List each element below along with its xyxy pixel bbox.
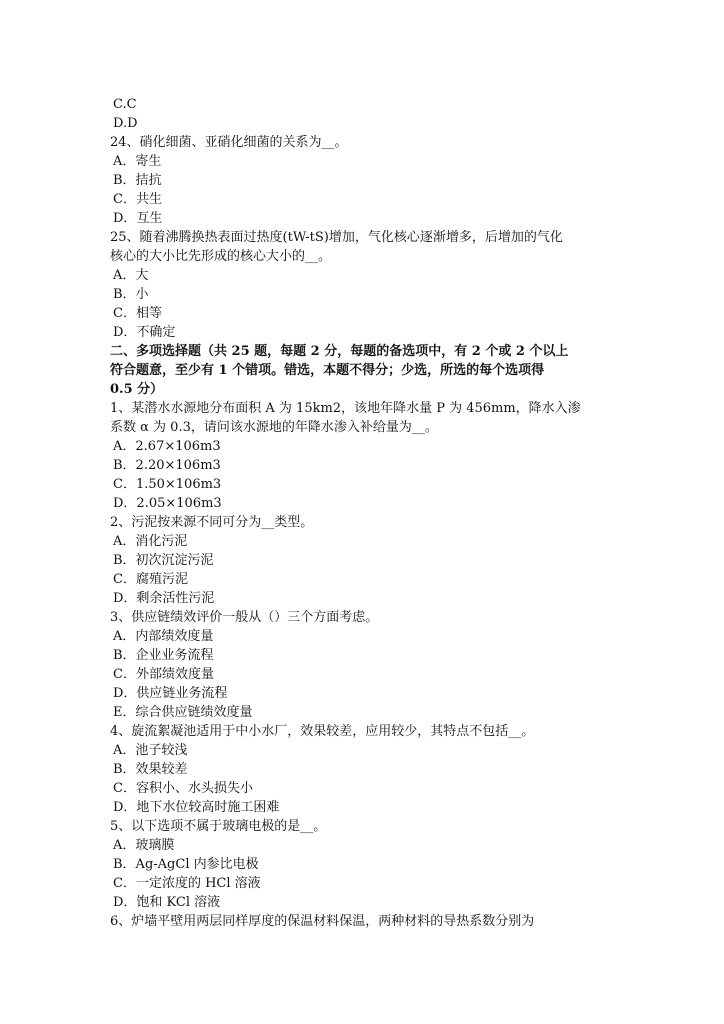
question-line: 3、供应链绩效评价一般从（）三个方面考虑。 bbox=[110, 610, 379, 625]
question-line: 5、以下选项不属于玻璃电极的是__。 bbox=[110, 819, 327, 834]
question-line: 2、污泥按来源不同可分为__类型。 bbox=[110, 515, 314, 530]
option-line: C．一定浓度的 HCl 溶液 bbox=[113, 876, 261, 891]
section-heading-line: 符合题意，至少有 1 个错项。错选，本题不得分；少选，所选的每个选项得 bbox=[110, 363, 545, 378]
option-line: D．饱和 KCl 溶液 bbox=[113, 895, 221, 910]
option-line: A．大 bbox=[113, 268, 149, 283]
option-line: C．外部绩效度量 bbox=[113, 667, 214, 682]
option-line: C．1.50×106m3 bbox=[113, 477, 222, 492]
option-line: B．拮抗 bbox=[113, 173, 162, 188]
section-heading-line: 二、多项选择题（共 25 题，每题 2 分，每题的备选项中，有 2 个或 2 个以上 bbox=[110, 344, 569, 359]
option-line: C．共生 bbox=[113, 192, 162, 207]
question-line: 系数 α 为 0.3，请问该水源地的年降水渗入补给量为__。 bbox=[110, 420, 438, 435]
option-line: A．玻璃膜 bbox=[113, 838, 175, 853]
question-line: 24、硝化细菌、亚硝化细菌的关系为__。 bbox=[110, 135, 348, 150]
question-line: 4、旋流絮凝池适用于中小水厂，效果较差，应用较少，其特点不包括__。 bbox=[110, 724, 535, 739]
option-line: B．Ag-AgCl 内参比电极 bbox=[113, 857, 259, 872]
option-line: D.D bbox=[113, 116, 138, 131]
option-line: B．2.20×106m3 bbox=[113, 458, 221, 473]
option-line: A．2.67×106m3 bbox=[113, 439, 221, 454]
option-line: D．互生 bbox=[113, 211, 163, 226]
option-line: B．初次沉淀污泥 bbox=[113, 553, 214, 568]
option-line: A．池子较浅 bbox=[113, 743, 188, 758]
option-line: A．内部绩效度量 bbox=[113, 629, 214, 644]
option-line: C．腐殖污泥 bbox=[113, 572, 188, 587]
option-line: A．寄生 bbox=[113, 154, 162, 169]
option-line: D．2.05×106m3 bbox=[113, 496, 222, 511]
option-line: C．相等 bbox=[113, 306, 162, 321]
option-line: A．消化污泥 bbox=[113, 534, 188, 549]
option-line: D．剩余活性污泥 bbox=[113, 591, 215, 606]
option-line: B．企业业务流程 bbox=[113, 648, 214, 663]
option-line: B．效果较差 bbox=[113, 762, 188, 777]
section-heading-line: 0.5 分） bbox=[110, 382, 164, 397]
option-line: C.C bbox=[113, 97, 137, 112]
option-line: D．不确定 bbox=[113, 325, 176, 340]
question-line: 核心的大小比先形成的核心大小的__。 bbox=[110, 249, 332, 264]
option-line: E．综合供应链绩效度量 bbox=[113, 705, 253, 720]
question-line: 6、炉墙平壁用两层同样厚度的保温材料保温，两种材料的导热系数分别为 bbox=[110, 914, 535, 929]
option-line: D．供应链业务流程 bbox=[113, 686, 228, 701]
question-line: 1、某潜水水源地分布面积 A 为 15km2，该地年降水量 P 为 456mm，降水入渗 bbox=[110, 401, 581, 416]
exam-text-body bbox=[110, 95, 618, 931]
option-line: B．小 bbox=[113, 287, 149, 302]
option-line: C．容积小、水头损失小 bbox=[113, 781, 253, 796]
question-line: 25、随着沸腾换热表面过热度(tW-tS)增加，气化核心逐渐增多，后增加的气化 bbox=[110, 230, 563, 245]
option-line: D．地下水位较高时施工困难 bbox=[113, 800, 280, 815]
